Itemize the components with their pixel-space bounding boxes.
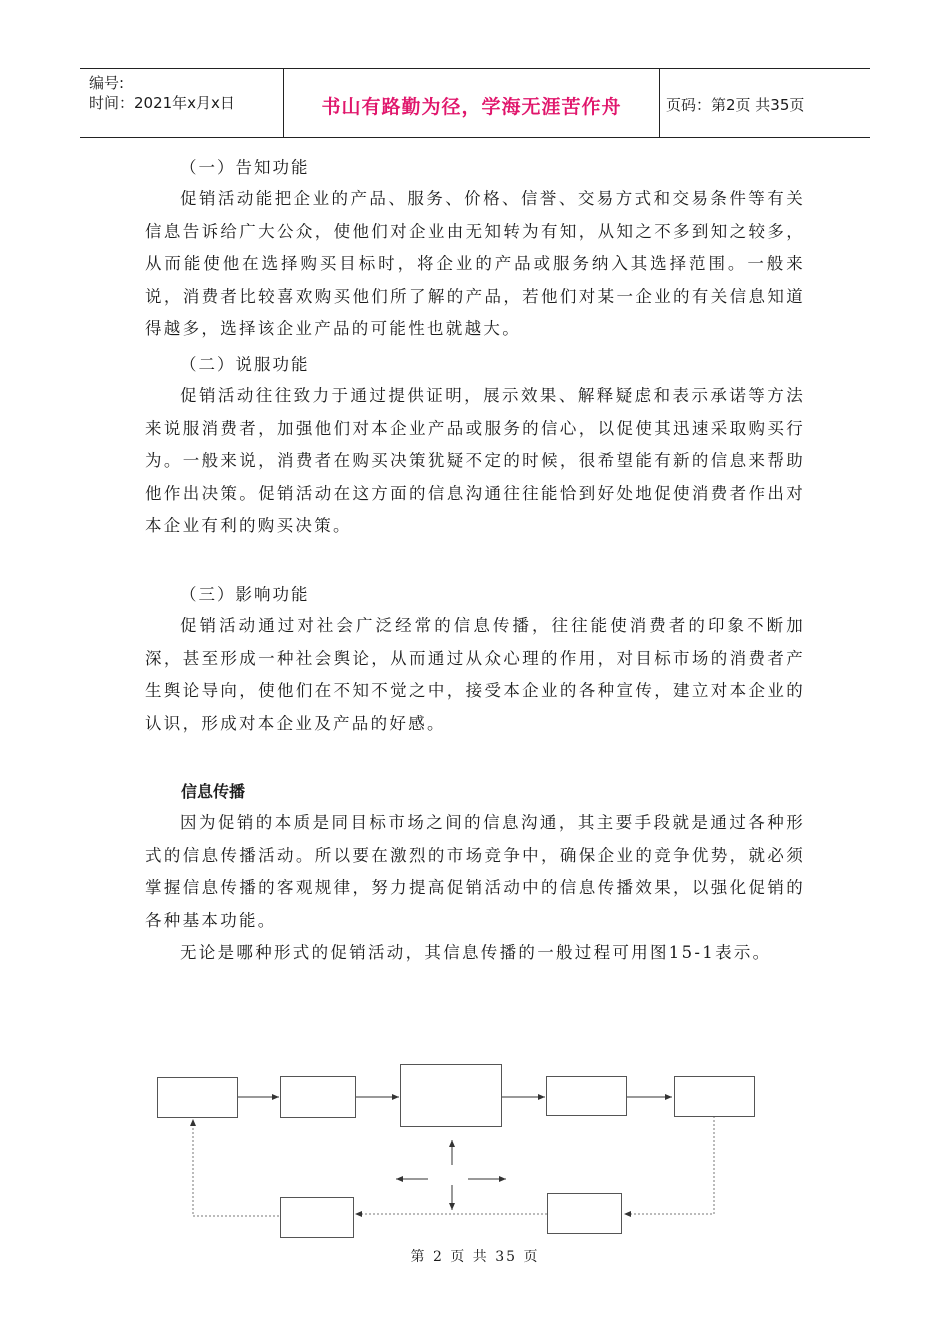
section-paragraph: 促销活动能把企业的产品、服务、价格、信誉、交易方式和交易条件等有关信息告诉给广大公众，使他们对企业由无知转为有知，从知之不多到知之较多，从而能使他在选择购买目标时，将企业的产品或服务纳入其选择范围。一般来说，消费者比较喜欢购买他们所了解的产品，若他们对某一企业的有关信息知道得越多，选择该企业产品的可能性也就越大。 (145, 189, 805, 338)
section-paragraph: 促销活动往往致力于通过提供证明，展示效果、解释疑虑和表示承诺等方法来说服消费者，加强他们对本企业产品或服务的信心，以促使其迅速采取购买行为。一般来说，消费者在购买决策犹疑不定的时候，很希望能有新的信息来帮助他作出决策。促销活动在这方面的信息沟通往往能恰到好处地促使消费者作出对本企业有利的购买决策。 (145, 386, 805, 535)
section-heading: （三）影响功能 (180, 585, 310, 604)
process-box (547, 1193, 622, 1234)
process-box (280, 1076, 356, 1118)
feedback-line (193, 1119, 279, 1216)
process-box (674, 1076, 755, 1117)
feedback-line (624, 1116, 714, 1214)
section-paragraph: 促销活动通过对社会广泛经常的信息传播，往往能使消费者的印象不断加深，甚至形成一种社会舆论，从而通过从众心理的作用，对目标市场的消费者产生舆论导向，使他们在不知不觉之中，接受本企业的各种宣传，建立对本企业的认识，形成对本企业及产品的好感。 (145, 616, 805, 733)
page-footer: 第 2 页 共 35 页 (410, 1249, 540, 1265)
process-box (280, 1197, 354, 1238)
section-paragraph: 因为促销的本质是同目标市场之间的信息沟通，其主要手段就是通过各种形式的信息传播活动。所以要在激烈的市场竞争中，确保企业的竞争优势，就必须掌握信息传播的客观规律，努力提高促销活动中的信息传播效果，以强化促销的各种基本功能。 (145, 813, 805, 930)
section-heading-bold: 信息传播 (181, 782, 246, 801)
process-box (400, 1064, 502, 1127)
section-paragraph: 无论是哪种形式的促销活动，其信息传播的一般过程可用图15-1表示。 (180, 943, 772, 962)
document-number-label: 编号: (89, 74, 125, 92)
document-time-label: 时间：2021年x月x日 (89, 94, 235, 112)
process-box (157, 1077, 238, 1118)
header-page-number: 页码：第2页 共35页 (666, 96, 805, 114)
section-heading: （二）说服功能 (180, 355, 310, 374)
section-heading: （一）告知功能 (180, 158, 310, 177)
header-motto: 书山有路勤为径，学海无涯苦作舟 (321, 96, 622, 118)
process-box (546, 1076, 627, 1116)
